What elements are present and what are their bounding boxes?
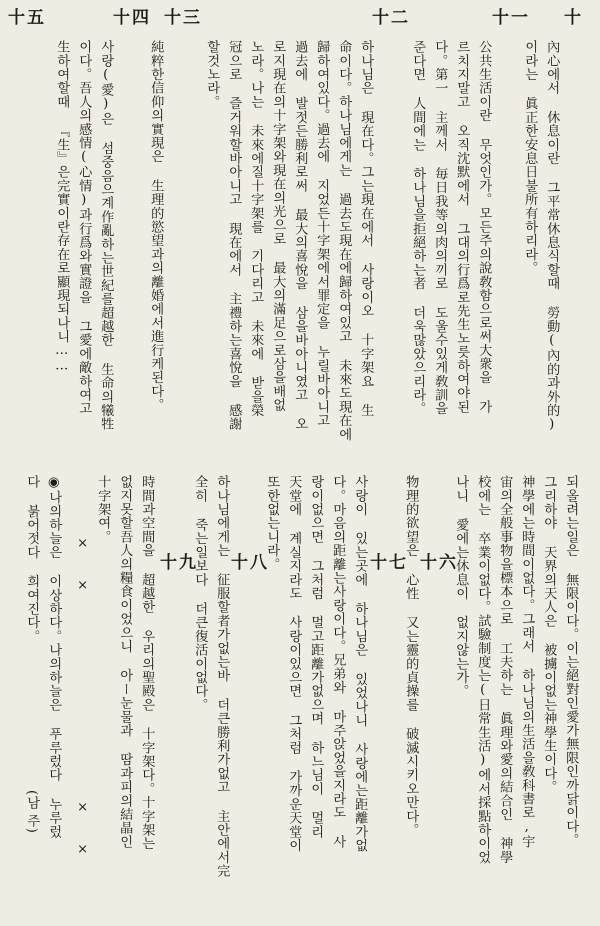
text-column: 없지못할吾人의糧食이었으니 아ー눈물과 땀과피의結晶인 [117,475,133,849]
half-divider [8,467,592,468]
text-column: 또한없는니라。 [264,475,280,571]
text-column: 全히 죽는일보다 더큰復活이없다。 [192,475,208,712]
text-column: 다。마음의距離는사랑이다。兄弟와 마주앉었을지라도 사 [330,475,346,849]
text-column: 過去에 발젓든勝利로써 最大의喜悅을 삼을바아니였고 오 [292,40,308,431]
author-signature: (남 주) [24,790,40,834]
text-column: 할것노라。 [204,40,220,109]
text-column: ◉나의하늘은 이상하다。나의하늘은 푸루렀다 누루렀 [46,475,62,839]
section-number: 十一 [492,8,530,28]
text-column: 이다。吾人의感情(心情)과行爲와實證을 그愛에敵하여고 [76,40,92,416]
text-column: 랑이없으면 그처럼 멀고距離가없으며 하느님이 멀리 [308,475,324,839]
section-number: 十五 [8,8,46,28]
separator-marks: × × [75,800,91,863]
text-column: 다 붉어젓다 희여진다。 [24,475,40,643]
section-number: 十四 [113,8,151,28]
text-column: 나니 愛에는休息이 없지않는가。 [453,475,469,698]
section-number: 十九 [160,553,198,573]
section-number: 十六 [420,553,458,573]
text-column: 純粹한信仰의實現은 生理的慾望과의離婚에서進行케된다。 [148,40,164,412]
text-column: 內心에서 休息이란 그平常休息식할때 勞動(內的과外的) [544,40,560,433]
text-column: 로지現在의十字架와現在의光으로 最大의滿足으로삼을배없 [270,40,286,412]
text-column: 준다면 人間에는 하나님을拒絕하는者 더욱많았으리라。 [410,40,426,416]
separator-marks: × × [75,536,91,599]
text-column: 校에는 卒業이없다。試驗制度는(日常生活)에서採點하이었 [475,475,491,864]
section-number: 十 [564,8,583,28]
section-number: 十二 [372,8,410,28]
text-column: 하나님은 現在다。그는現在에서 사랑이오 十字架요 生 [358,40,374,418]
text-column: 사랑이 있는곳에 하나님은 있었나니 사랑에는距離가없 [352,475,368,853]
section-number: 十三 [164,8,202,28]
text-column: 그리하야 天界의天人은 被擄이없는神學生이다。 [541,475,557,794]
text-column: 되올려는일은 無限이다。이는絕對인愛가無限인까닭이다。 [563,475,579,847]
text-column: 歸하여있다。過去에 지었든十字架에서罪定을 누릴바아니고 [314,40,330,428]
text-column: 物理的欲望은 心性 又는靈的貞操를 破滅시키오만다。 [403,475,419,837]
text-column: 하나님에게는 征服할者가없는바 더큰勝利가없고 主안에서完 [214,475,230,878]
text-column: 노라。나는 未來에질十字架를 기다리고 未來에 받을榮 [248,40,264,418]
text-column: 時間과空間을 超越한 우리의聖殿은 十字架다。十字架는 [139,475,155,851]
text-column: 사랑(愛)은 섬중음으계作亂하는世紀를超越한 生命의犧牲 [98,40,114,431]
text-column: 이라는 眞正한安息日불所有하리라。 [522,40,538,275]
text-column: 冠으로 즐거워할바아니고 現在에서 主禮하는喜悅을 感謝 [226,40,242,431]
text-column: 十字架여。 [95,475,111,544]
text-column: 公共生活이란 무엇인가。모든주의說敎함으로써大衆을 가 [476,40,492,414]
text-column: 르치지말고 오직沈默에서 그대의行爲로先生노릇하여야된 [454,40,470,414]
text-column: 天堂에 계실지라도 사랑이있으면 그처럼 가까운天堂이 [286,475,302,853]
text-column: 神學에는時間이없다。그래서 하나님의生活을敎科書로,宇 [519,475,535,849]
text-column: 다。第一 主께서 毎日我等의肉의끼로 도울수있게敎訓을 [432,40,448,416]
section-number: 十八 [231,553,269,573]
text-column: 命이다。하나님에게는 過去도現在에歸하여있고 未來도現在에 [336,40,352,441]
text-column: 生하여할때 『生』은完實이란存在로顯現되나니…… [54,40,70,375]
text-column: 宙의全般事物을標本으로 工夫하는 眞理와愛의結合인 神學 [497,475,513,864]
section-number: 十七 [370,553,408,573]
